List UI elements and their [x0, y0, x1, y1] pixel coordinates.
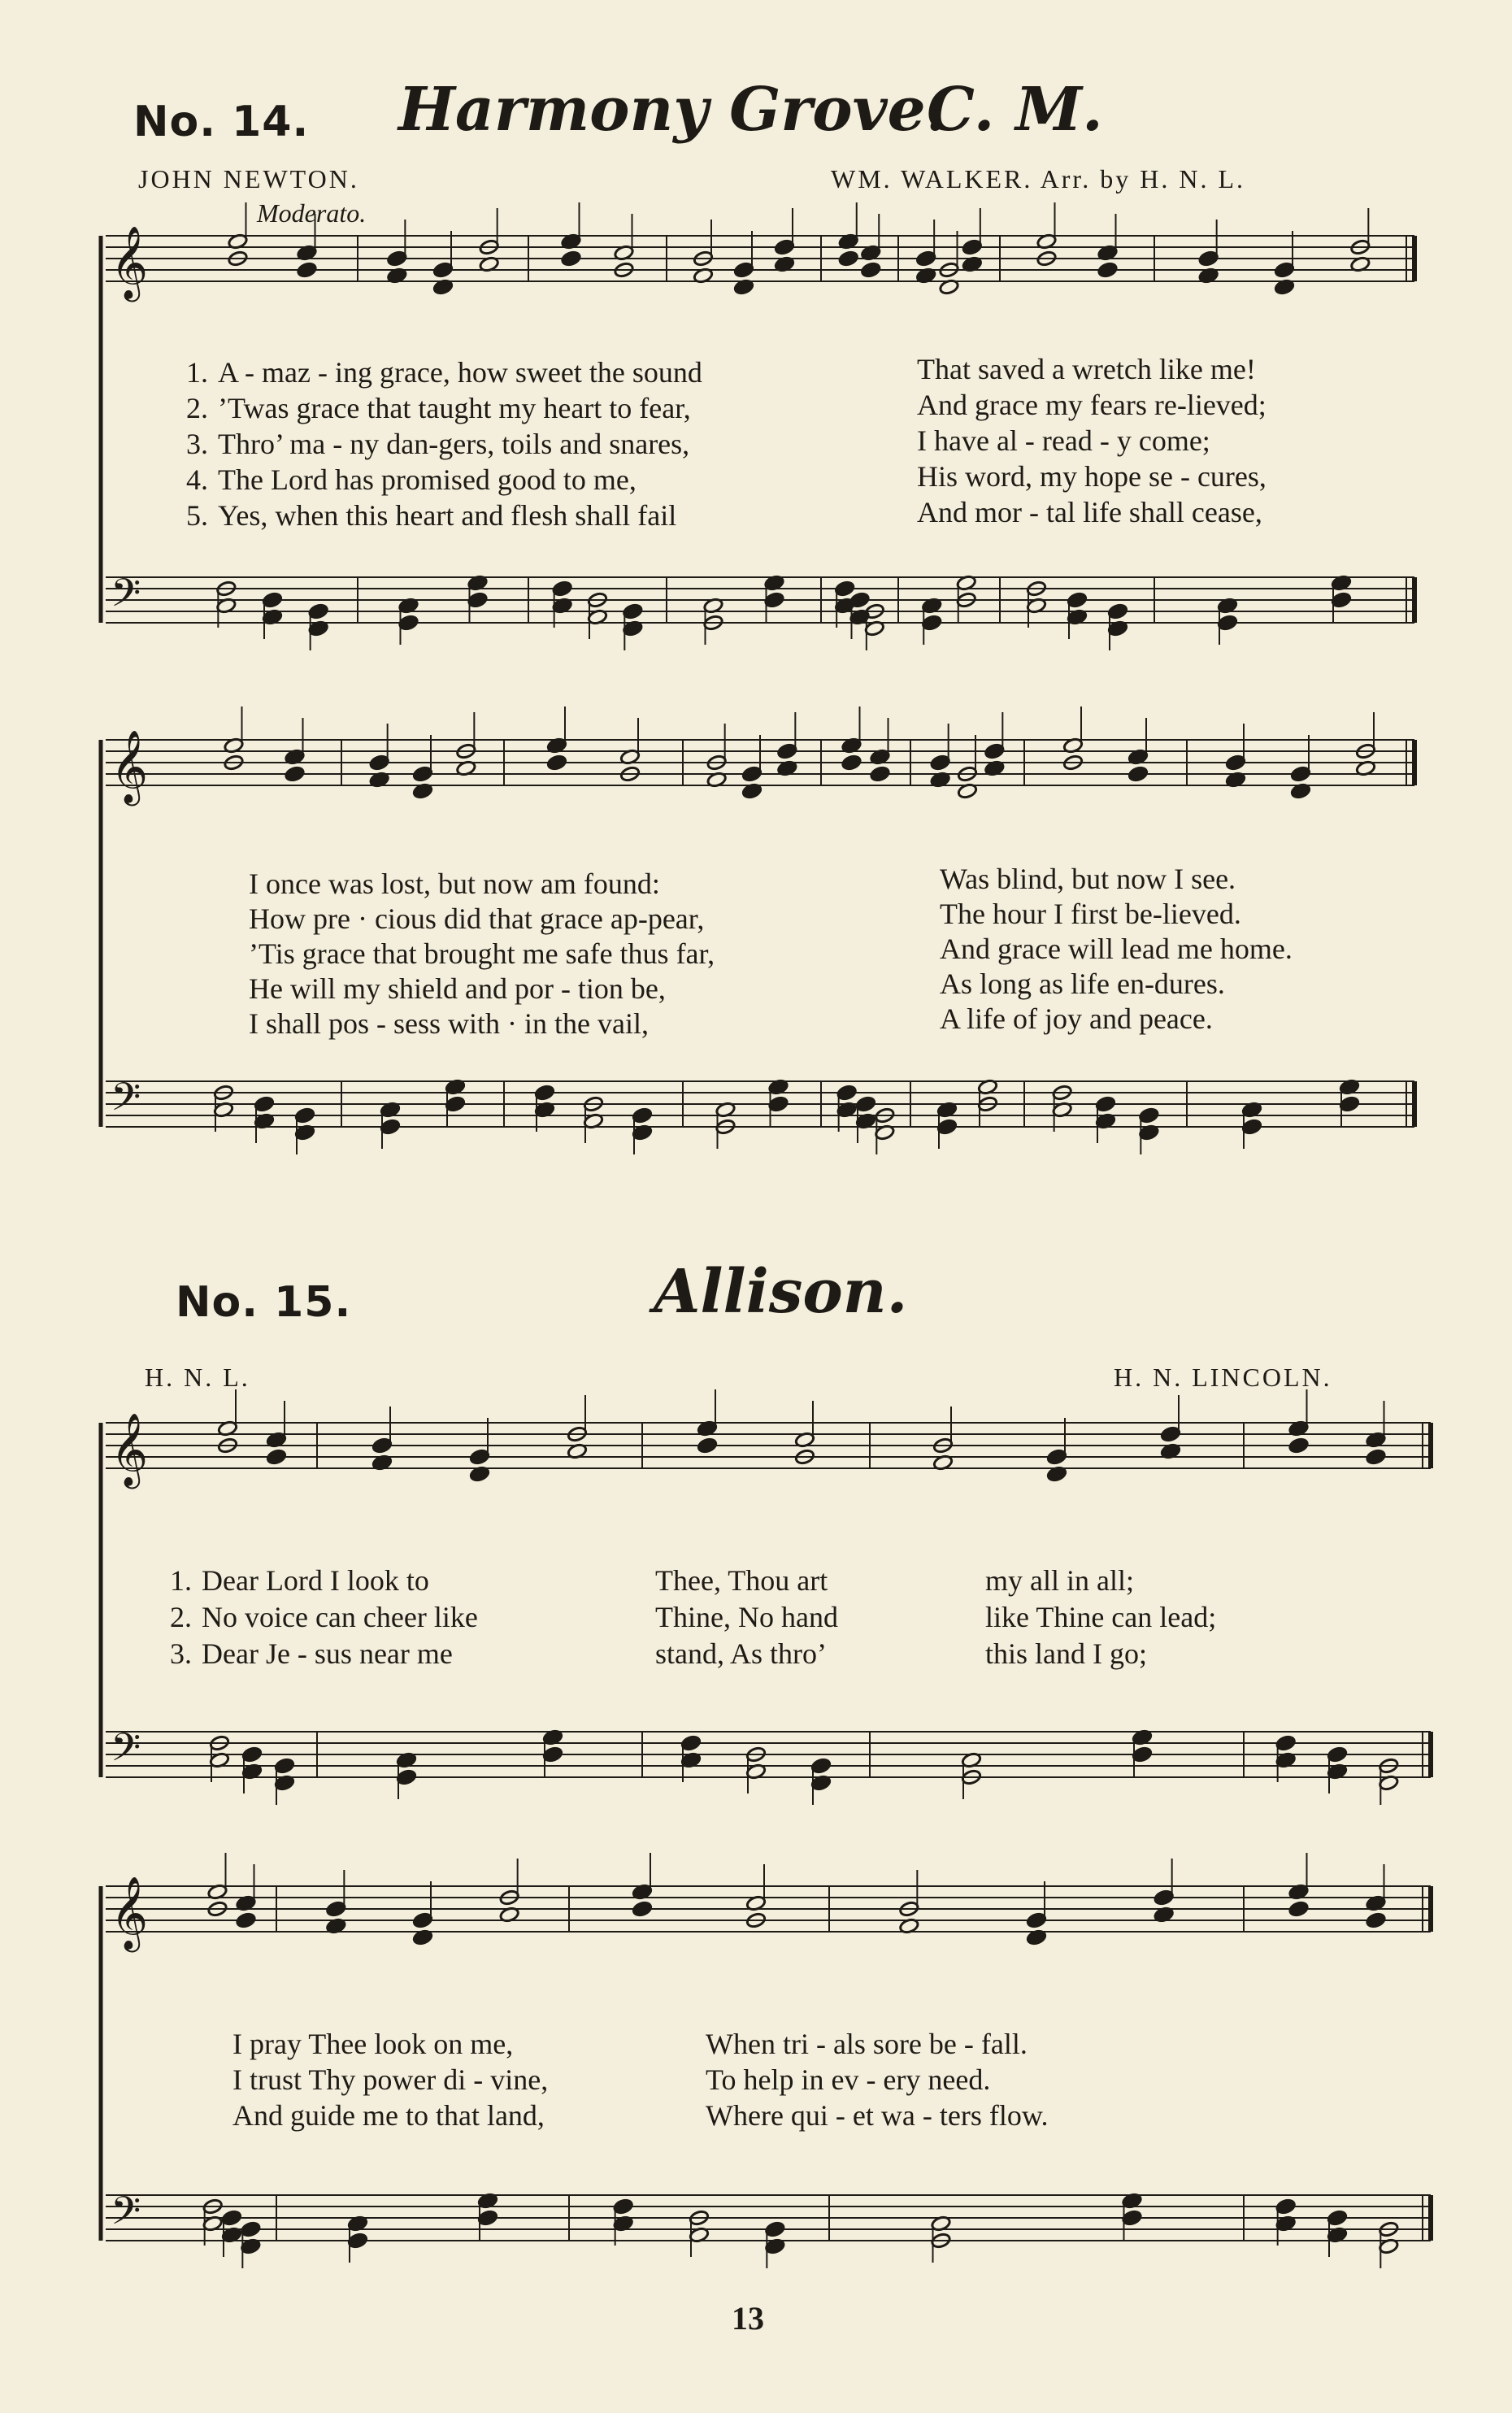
notehead [1241, 1119, 1262, 1136]
verse-line: 5. Yes, when this heart and flesh shall fail [186, 499, 677, 532]
notehead [1122, 2210, 1142, 2227]
notehead [834, 580, 854, 598]
notehead [371, 1437, 392, 1454]
notehead [632, 1107, 652, 1124]
verse-line: 4. The Lord has promised good to me, [186, 463, 637, 496]
svg-text:𝄢: 𝄢 [111, 569, 141, 625]
notehead [221, 2210, 241, 2227]
verse-line: 1. Dear Lord I look to [170, 1564, 429, 1597]
notehead [254, 1096, 274, 1113]
notehead [841, 754, 862, 772]
lyrics-15-part1-c: my all in all; like Thine can lead; this land I go; [985, 1564, 1217, 1670]
notehead [1097, 262, 1118, 279]
lyrics-15-part1-b: Thee, Thou art Thine, No hand stand, As thro’ [655, 1564, 838, 1670]
notehead [1331, 592, 1351, 609]
notehead [849, 592, 870, 609]
notehead [774, 239, 794, 256]
notehead [1132, 1746, 1152, 1763]
lyrics-14-part2: I once was lost, but now am found: How pre · cious did that grace ap-pear, ’Tis grace that brought me safe thus far, He will my shield and por - tion be, I shall pos - sess with · in the vail, [249, 867, 715, 1040]
notehead [915, 250, 936, 267]
notehead [262, 592, 282, 609]
notehead [542, 1746, 563, 1763]
notehead [241, 1746, 262, 1763]
svg-text:𝄞: 𝄞 [111, 729, 149, 803]
notehead [1154, 1889, 1174, 1906]
hymn-composer: WM. WALKER. Arr. by H. N. L. [831, 164, 1246, 193]
notehead [613, 2198, 633, 2215]
notehead [1067, 592, 1087, 609]
notehead [1288, 1901, 1309, 1918]
svg-text:𝄢: 𝄢 [111, 1073, 141, 1129]
notehead [1290, 766, 1310, 783]
notehead [236, 1912, 256, 1929]
notehead [294, 1107, 315, 1124]
notehead [777, 743, 797, 760]
notehead [855, 1096, 875, 1113]
notehead [266, 1449, 286, 1466]
notehead [396, 1769, 416, 1786]
notehead [680, 1735, 701, 1752]
lyrics-15-part2: I pray Thee look on me, I trust Thy power di - vine, And guide me to that land, [232, 2028, 549, 2132]
svg-text:𝄞: 𝄞 [111, 1412, 149, 1486]
notehead [1095, 1096, 1115, 1113]
notehead [1275, 1735, 1296, 1752]
notehead [1026, 1912, 1046, 1929]
notehead [768, 1096, 789, 1113]
notehead [1139, 1107, 1159, 1124]
notehead [412, 1912, 432, 1929]
verse-line: 2. ’Twas grace that taught my heart to fear, [186, 392, 691, 424]
svg-text:𝄢: 𝄢 [111, 2187, 141, 2243]
notehead [1160, 1426, 1180, 1443]
notehead [922, 615, 942, 632]
notehead [546, 754, 567, 772]
svg-text:𝄞: 𝄞 [111, 225, 149, 299]
notehead [930, 754, 950, 772]
notehead [733, 262, 754, 279]
notehead [1225, 754, 1245, 772]
notehead [697, 1437, 717, 1454]
hymn-author: H. N. L. [145, 1363, 250, 1392]
notehead [1274, 262, 1294, 279]
notehead [962, 239, 982, 256]
notehead [412, 766, 432, 783]
notehead [1198, 250, 1219, 267]
hymn-composer: H. N. LINCOLN. [1114, 1363, 1332, 1392]
notehead [1288, 1437, 1309, 1454]
notehead [380, 1119, 400, 1136]
verse-line: 3. Thro’ ma - ny dan-gers, toils and snares, [186, 428, 690, 460]
notehead [838, 250, 858, 267]
notehead [1127, 766, 1148, 783]
notehead [1327, 1746, 1347, 1763]
notehead [632, 1901, 652, 1918]
notehead [432, 262, 453, 279]
notehead [1217, 615, 1237, 632]
notehead [398, 615, 419, 632]
notehead [1339, 1096, 1359, 1113]
hymn-title: Allison. [654, 1257, 908, 1327]
lyrics-15-part2-b: When tri - als sore be - fall. To help in ev - ery need. Where qui - et wa - ters flow. [706, 2028, 1049, 2132]
notehead [810, 1758, 831, 1775]
svg-text:𝄞: 𝄞 [111, 1876, 149, 1950]
verse-line: 2. No voice can cheer like [170, 1601, 478, 1633]
notehead [297, 262, 317, 279]
notehead [387, 250, 407, 267]
notehead [765, 2221, 785, 2238]
notehead [1046, 1449, 1067, 1466]
notehead [1366, 1912, 1386, 1929]
notehead [1107, 603, 1127, 620]
notehead [861, 262, 881, 279]
verse-line: 1. A - maz - ing grace, how sweet the sound [186, 356, 702, 389]
notehead [836, 1085, 857, 1102]
notehead [561, 250, 581, 267]
notehead [1366, 1449, 1386, 1466]
notehead [870, 766, 890, 783]
notehead [936, 1119, 957, 1136]
hymn-meter: C. M. [927, 75, 1103, 145]
lyrics-15-part1 [146, 1563, 478, 1672]
hymn-number: No. 15. [176, 1278, 352, 1327]
notehead [308, 603, 328, 620]
verse-line: 3. Dear Je - sus near me [170, 1637, 453, 1670]
svg-text:𝄢: 𝄢 [111, 1724, 141, 1780]
lyrics-14-part2-b: Was blind, but now I see. The hour I first be-lieved. And grace will lead me home. As long as life en-dures. A life of joy and peace. [940, 863, 1293, 1035]
lyrics-14-part1-b: That saved a wretch like me! And grace my fears re-lieved; I have al - read - y come; His word, my hope se - cures, And mor - tal life shall cease, [917, 353, 1267, 528]
notehead [741, 766, 762, 783]
notehead [477, 2210, 497, 2227]
notehead [241, 2221, 261, 2238]
notehead [552, 580, 572, 598]
hymn-author: JOHN NEWTON. [138, 164, 359, 193]
notehead [467, 592, 488, 609]
notehead [469, 1449, 489, 1466]
hymn-title: Harmony Grove. [398, 75, 947, 145]
tempo-marking: Moderato. [257, 198, 367, 228]
notehead [623, 603, 643, 620]
lyrics-14-part1 [163, 354, 702, 533]
notehead [326, 1901, 346, 1918]
page-number: 13 [732, 2300, 764, 2337]
notehead [445, 1096, 465, 1113]
notehead [1275, 2198, 1296, 2215]
notehead [1327, 2210, 1347, 2227]
notehead [347, 2233, 367, 2250]
notehead [764, 592, 784, 609]
notehead [274, 1758, 294, 1775]
notehead [534, 1085, 554, 1102]
notehead [369, 754, 389, 772]
hymn-number: No. 14. [133, 98, 310, 146]
notehead [285, 766, 305, 783]
notehead [984, 743, 1005, 760]
